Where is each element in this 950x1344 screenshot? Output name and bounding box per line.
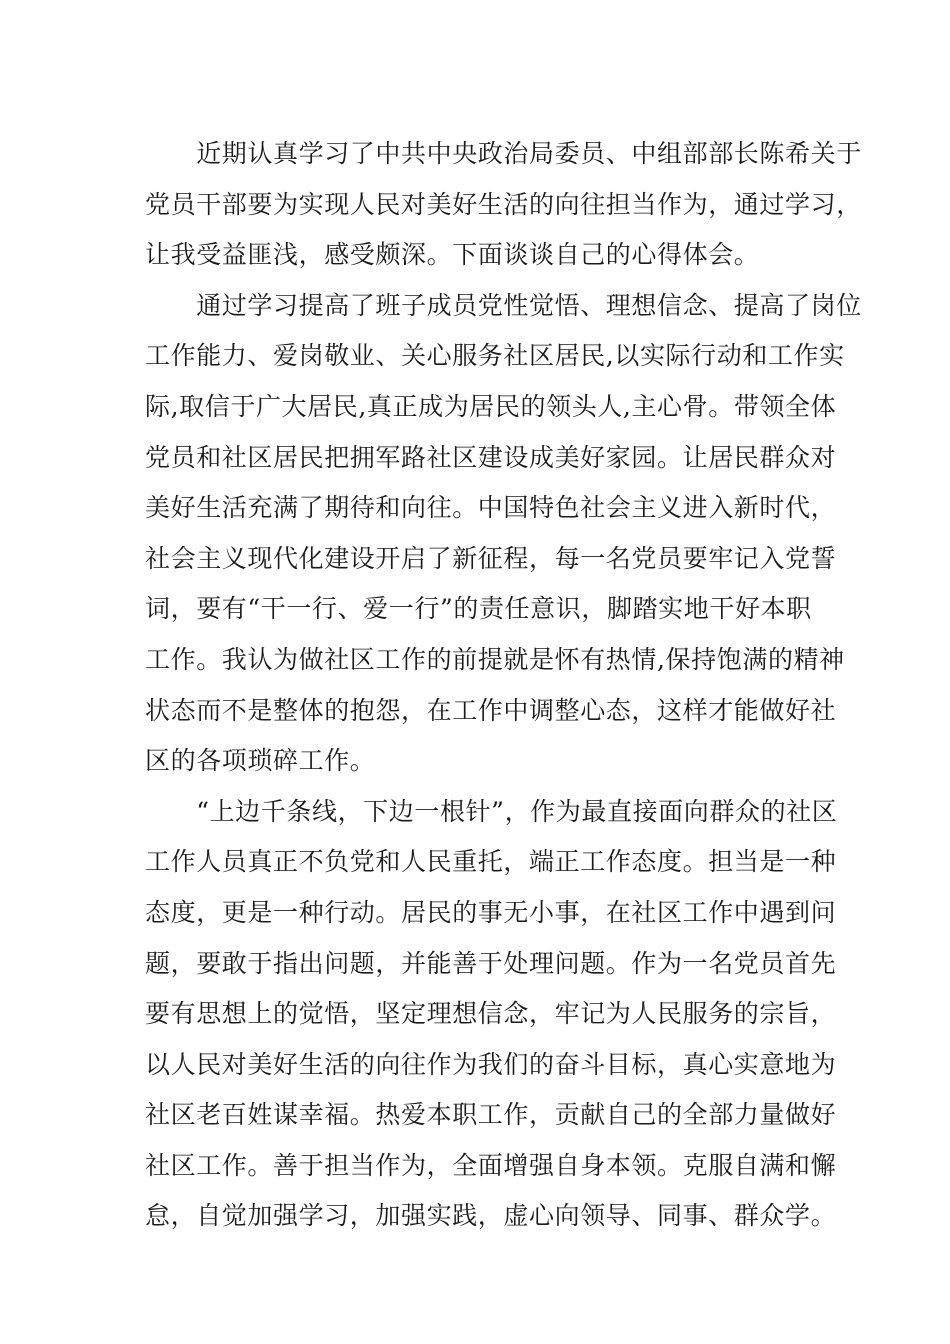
text-line: 工作人员真正不负党和人民重托，端正工作态度。担当是一种 [145,847,837,877]
text-line: 区的各项琐碎工作。 [145,746,376,776]
text-line: 以人民对美好生活的向往作为我们的奋斗目标，真心实意地为 [145,1049,837,1079]
text-line: 工作能力、爱岗敬业、关心服务社区居民,以实际行动和工作实 [145,341,845,371]
text-line: “上边千条线，下边一根针”，作为最直接面向群众的社区 [145,796,838,826]
text-line: 要有思想上的觉悟，坚定理想信念，牢记为人民服务的宗旨， [145,999,837,1029]
text-line: 词，要有“干一行、爱一行”的责任意识，脚踏实地干好本职 [145,594,812,624]
text-line: 工作。我认为做社区工作的前提就是怀有热情,保持饱满的精神 [145,644,845,674]
text-line: 让我受益匪浅，感受颇深。下面谈谈自己的心得体会。 [145,240,760,270]
text-line: 社区工作。善于担当作为，全面增强自身本领。克服自满和懈 [145,1150,837,1180]
text-line: 态度，更是一种行动。居民的事无小事，在社区工作中遇到问 [145,897,837,927]
text-line: 怠，自觉加强学习，加强实践，虚心向领导、同事、群众学。 [145,1201,837,1231]
text-line: 党员和社区居民把拥军路社区建设成美好家园。让居民群众对 [145,442,837,472]
paragraph-3 [145,787,838,1242]
text-line: 近期认真学习了中共中央政治局委员、中组部部长陈希关于 [145,139,862,168]
text-line: 党员干部要为实现人民对美好生活的向往担当作为，通过学习， [145,189,862,219]
paragraph-2 [145,281,862,787]
text-line: 际,取信于广大居民,真正成为居民的领头人,主心骨。带领全体 [145,391,837,421]
text-line: 题，要敢于指出问题，并能善于处理问题。作为一名党员首先 [145,948,837,978]
text-line: 社区老百姓谋幸福。热爱本职工作，贡献自己的全部力量做好 [145,1100,837,1130]
document-body [145,129,862,1242]
paragraph-1 [145,129,862,281]
text-line: 通过学习提高了班子成员党性觉悟、理想信念、提高了岗位 [145,290,862,320]
text-line: 状态而不是整体的抱怨，在工作中调整心态，这样才能做好社 [145,695,837,725]
text-line: 社会主义现代化建设开启了新征程，每一名党员要牢记入党誓 [145,543,837,573]
text-line: 美好生活充满了期待和向往。中国特色社会主义进入新时代， [145,493,837,523]
